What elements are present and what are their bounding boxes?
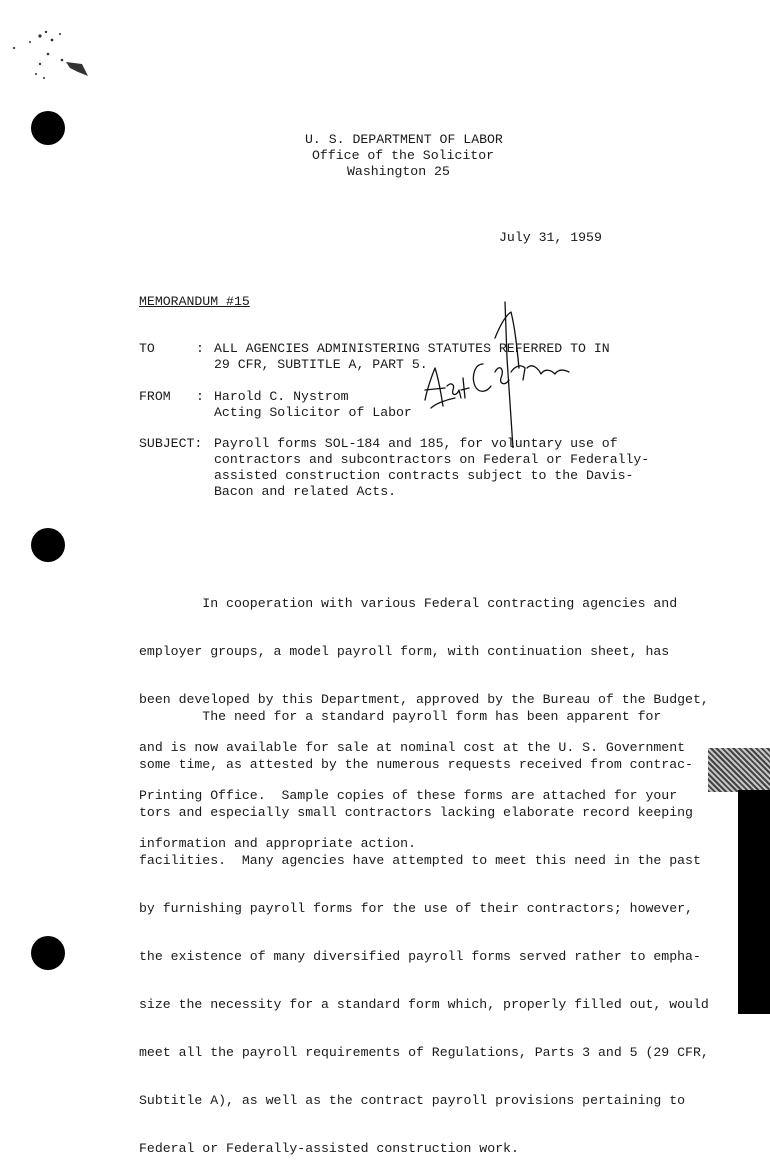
paragraph-1-line: Printing Office. Sample copies of these forms are attached for your [139, 788, 678, 803]
paragraph-2-line: tors and especially small contractors lacking elaborate record keeping [139, 805, 693, 820]
paragraph-1-line: employer groups, a model payroll form, with continuation sheet, has [139, 644, 670, 659]
paragraph-2-line: The need for a standard payroll form has been apparent for [139, 709, 662, 724]
letterhead-office: Office of the Solicitor [312, 148, 495, 163]
scan-smudge [0, 20, 100, 90]
subject-label: SUBJECT: [139, 436, 203, 451]
paragraph-2-line: size the necessity for a standard form which, properly filled out, would [139, 997, 709, 1012]
punch-hole-top [31, 111, 65, 145]
memo-number: MEMORANDUM #15 [139, 294, 250, 309]
paragraph-1-line: and is now available for sale at nominal cost at the U. S. Government [139, 740, 686, 755]
scan-edge-bar [738, 790, 770, 1014]
paragraph-1-line: information and appropriate action. [139, 836, 416, 851]
paragraph-2-line: Federal or Federally-assisted construction work. [139, 1141, 519, 1156]
to-line-1: ALL AGENCIES ADMINISTERING STATUTES REFERRED TO IN [214, 341, 610, 356]
handwritten-signature [395, 298, 575, 448]
paragraph-2-line: the existence of many diversified payroll forms served rather to empha- [139, 949, 701, 964]
letterhead-city: Washington 25 [347, 164, 450, 179]
letterhead-department: U. S. DEPARTMENT OF LABOR [305, 132, 503, 147]
to-line-2: 29 CFR, SUBTITLE A, PART 5. [214, 357, 428, 372]
punch-hole-bottom [31, 936, 65, 970]
paragraph-2-line: some time, as attested by the numerous requests received from contrac- [139, 757, 693, 772]
paragraph-2 [139, 677, 709, 1173]
paragraph-2-line: meet all the payroll requirements of Regulations, Parts 3 and 5 (29 CFR, [139, 1045, 709, 1060]
paragraph-1-line: been developed by this Department, approved by the Bureau of the Budget, [139, 692, 709, 707]
from-separator: : [196, 389, 204, 404]
subject-line-3: assisted construction contracts subject to the Davis- [214, 468, 634, 483]
to-label: TO [139, 341, 155, 356]
from-label: FROM [139, 389, 171, 404]
paragraph-2-line: facilities. Many agencies have attempted to meet this need in the past [139, 853, 701, 868]
from-line-1: Harold C. Nystrom [214, 389, 349, 404]
to-separator: : [196, 341, 204, 356]
paragraph-2-line: by furnishing payroll forms for the use of their contractors; however, [139, 901, 693, 916]
punch-hole-middle [31, 528, 65, 562]
subject-line-4: Bacon and related Acts. [214, 484, 397, 499]
from-line-2: Acting Solicitor of Labor [214, 405, 412, 420]
paragraph-1-line: In cooperation with various Federal contracting agencies and [139, 596, 678, 611]
memo-date: July 31, 1959 [499, 230, 602, 245]
paragraph-2-line: Subtitle A), as well as the contract payroll provisions pertaining to [139, 1093, 686, 1108]
subject-line-1: Payroll forms SOL-184 and 185, for voluntary use of [214, 436, 618, 451]
scan-edge-noise [708, 748, 770, 792]
subject-line-2: contractors and subcontractors on Federal or Federally- [214, 452, 650, 467]
